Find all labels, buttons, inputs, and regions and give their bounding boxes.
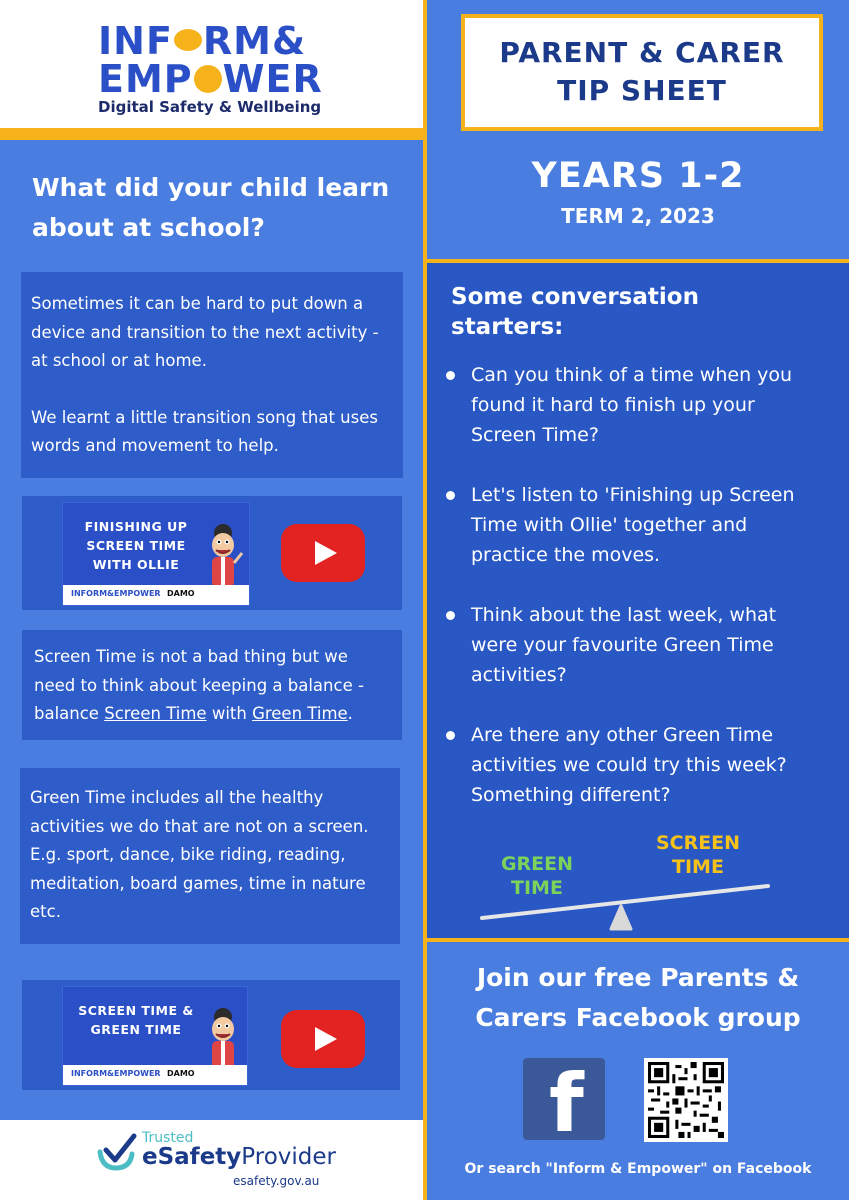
conversation-heading: Some conversation starters: [451, 284, 699, 340]
learn-heading: What did your child learn about at school? [32, 173, 390, 242]
tip-sheet-line-2: TIP SHEET [557, 74, 727, 107]
green-time-text: Green Time includes all the healthy activities we do that are not on a screen. E.g. sport, dance, bike riding, reading, meditation, board games, time in nature etc. [30, 788, 369, 921]
speech-bubble-icon [174, 29, 202, 51]
video-brand: INFORM&EMPOWER [71, 589, 161, 598]
qr-code-icon[interactable] [644, 1058, 728, 1142]
youtube-play-icon[interactable] [281, 524, 365, 582]
video-card-screen-green[interactable] [22, 980, 400, 1090]
facebook-search-text: Or search "Inform & Empower" on Facebook [464, 1161, 812, 1177]
video-card-finishing-up[interactable] [22, 496, 402, 610]
provider-label: Provider [241, 1144, 336, 1170]
smiley-face-icon [194, 65, 222, 93]
trusted-label: Trusted [142, 1130, 194, 1146]
checkmark-icon [96, 1132, 138, 1172]
video-partner: DAMO [167, 589, 195, 598]
conversation-list [446, 360, 826, 810]
esafety-url[interactable]: esafety.gov.au [233, 1174, 320, 1188]
logo-subtitle: Digital Safety & Wellbeing [98, 98, 322, 116]
logo-text-1a: INF [98, 19, 173, 63]
video-brand: INFORM&EMPOWER [71, 1069, 161, 1078]
list-item: Can you think of a time when you found it hard to finish up your Screen Time? [446, 360, 826, 450]
transition-text-2: We learnt a little transition song that uses words and movement to help. [31, 407, 378, 455]
ollie-puppet-icon [203, 523, 243, 593]
facebook-icon[interactable]: f [523, 1058, 605, 1140]
tip-sheet-box [461, 14, 823, 131]
logo-text-2a: EMP [98, 57, 193, 101]
seesaw-illustration [478, 826, 778, 936]
list-item: Think about the last week, what were your favourite Green Time activities? [446, 600, 826, 690]
youtube-play-icon[interactable] [281, 1010, 365, 1068]
logo-text-2b: WER [222, 57, 323, 101]
balance-text-mid: with [206, 704, 253, 723]
logo [0, 0, 423, 128]
video-title: SCREEN TIME & GREEN TIME [78, 1003, 194, 1037]
transition-text-1: Sometimes it can be hard to put down a device and transition to the next activity - at school or at home. [31, 294, 379, 370]
join-facebook-text: Join our free Parents & Carers Facebook group [475, 963, 801, 1032]
video-title: FINISHING UP SCREEN TIME WITH OLLIE [84, 519, 188, 572]
video-partner: DAMO [167, 1069, 195, 1078]
screen-time-label: SCREEN TIME [655, 832, 741, 878]
esafety-label: eSafety [142, 1144, 242, 1170]
years-label: YEARS 1-2 [531, 156, 745, 196]
screen-time-link[interactable]: Screen Time [104, 704, 207, 723]
left-column [0, 0, 423, 1200]
yellow-divider [0, 128, 423, 140]
list-item: Are there any other Green Time activities we could try this week? Something different? [446, 720, 826, 810]
balance-text-before: Screen Time is not a bad thing but we need to think about keeping a balance - balance [34, 647, 364, 723]
trusted-provider-badge [0, 1120, 423, 1200]
balance-panel [22, 630, 402, 740]
transition-panel [21, 272, 403, 478]
logo-text-1b: RM& [202, 19, 307, 63]
list-item: Let's listen to 'Finishing up Screen Time with Ollie' together and practice the moves. [446, 480, 826, 570]
tip-sheet-line-1: PARENT & CARER [499, 36, 785, 69]
balance-text-after: . [347, 704, 353, 723]
green-time-link[interactable]: Green Time [252, 704, 348, 723]
green-time-panel [20, 768, 400, 944]
video-thumbnail[interactable] [62, 502, 250, 606]
term-label: TERM 2, 2023 [561, 204, 715, 228]
video-thumbnail[interactable] [62, 986, 248, 1086]
green-time-label: GREEN TIME [500, 853, 574, 899]
